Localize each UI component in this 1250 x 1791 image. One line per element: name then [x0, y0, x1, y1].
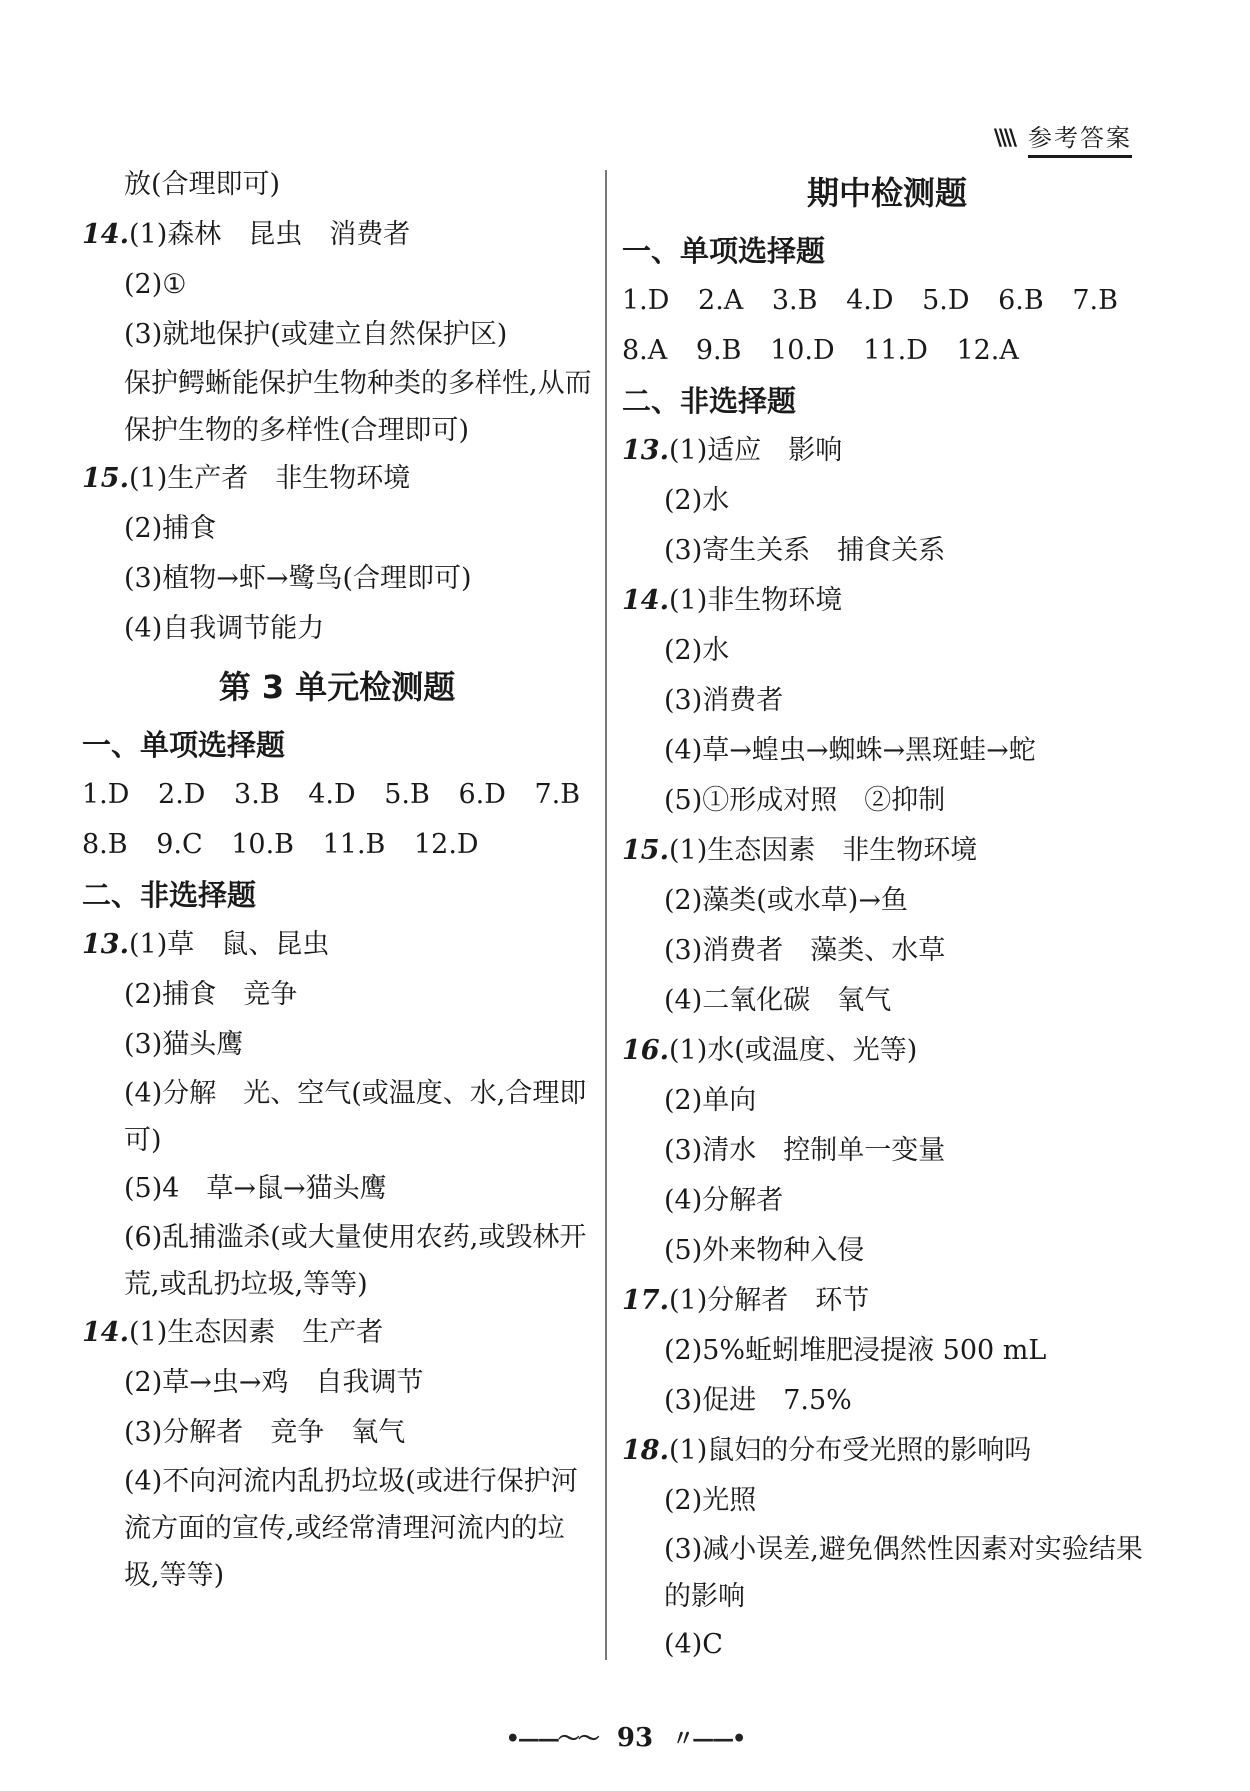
answer-text: (1)草 鼠、昆虫	[128, 929, 330, 960]
answer-line: 保护鳄蜥能保护生物种类的多样性,从而保护生物的多样性(合理即可)	[124, 368, 592, 446]
section-heading: 一、单项选择题	[622, 234, 826, 268]
answer-line: (2)捕食	[124, 513, 217, 544]
mc-answer: 2.D	[158, 779, 206, 810]
answer-line: (4)C	[664, 1629, 723, 1660]
question-number: 14.	[82, 1317, 129, 1348]
mc-answer: 9.B	[695, 335, 742, 366]
mc-answer: 3.B	[771, 285, 818, 316]
answer-text: (1)分解者 环节	[668, 1285, 870, 1316]
mc-answer: 7.B	[534, 779, 581, 810]
unit-3-title: 第 3 单元检测题	[218, 668, 456, 706]
mc-answer: 11.B	[322, 829, 386, 860]
answer-line: (2)5%蚯蚓堆肥浸提液 500 mL	[664, 1335, 1047, 1366]
answer-line: (4)草→蝗虫→蜘蛛→黑斑蛙→蛇	[664, 735, 1036, 766]
mc-answer: 2.A	[698, 285, 744, 316]
answer-line: (5)4 草→鼠→猫头鹰	[124, 1173, 387, 1204]
mc-answer: 10.B	[231, 829, 294, 860]
answer-line: (2)捕食 竞争	[124, 979, 298, 1010]
answer-line: (5)①形成对照 ②抑制	[664, 785, 946, 816]
question-number: 15.	[622, 835, 669, 866]
left-column	[82, 160, 592, 1599]
question-15-answer	[622, 826, 1152, 876]
question-number: 16.	[622, 1035, 669, 1066]
mc-answer: 4.D	[846, 285, 894, 316]
question-14-answer	[82, 1308, 592, 1358]
question-number: 15.	[82, 463, 129, 494]
answer-text: (1)森林 昆虫 消费者	[128, 219, 411, 250]
answer-line: (5)外来物种入侵	[664, 1235, 865, 1266]
question-number: 14.	[622, 585, 669, 616]
mc-answer: 8.A	[622, 335, 668, 366]
mc-answers-row-2	[82, 820, 592, 870]
mc-answer: 10.D	[770, 335, 835, 366]
answer-line: (3)猫头鹰	[124, 1029, 244, 1060]
answer-line: (4)不向河流内乱扔垃圾(或进行保护河流方面的宣传,或经常清理河流内的垃圾,等等)	[124, 1466, 578, 1591]
question-number: 14.	[82, 219, 129, 250]
answer-line: (3)分解者 竞争 氧气	[124, 1417, 406, 1448]
question-18-answer	[622, 1426, 1152, 1476]
answer-line: (2)草→虫→鸡 自我调节	[124, 1367, 424, 1398]
answer-line: (3)促进 7.5%	[664, 1385, 852, 1416]
answer-text: (1)非生物环境	[668, 585, 843, 616]
answer-line: (2)光照	[664, 1485, 757, 1516]
question-number: 13.	[622, 435, 669, 466]
answer-line: (4)二氧化碳 氧气	[664, 985, 892, 1016]
answer-line: (4)分解 光、空气(或温度、水,合理即可)	[124, 1078, 587, 1156]
answer-line: (3)消费者 藻类、水草	[664, 935, 946, 966]
column-divider	[605, 170, 607, 1660]
answer-text: (1)生态因素 生产者	[128, 1317, 384, 1348]
page-number: 93	[616, 1723, 654, 1753]
midterm-title: 期中检测题	[806, 174, 967, 212]
answer-line: 放(合理即可)	[124, 169, 281, 200]
mc-answer: 8.B	[82, 829, 128, 860]
answer-line: (3)就地保护(或建立自然保护区)	[124, 319, 508, 350]
answer-line: (6)乱捕滥杀(或大量使用农药,或毁林开荒,或乱扔垃圾,等等)	[124, 1222, 587, 1300]
answer-text: (1)生态因素 非生物环境	[668, 835, 978, 866]
question-14-answer	[82, 210, 592, 260]
answer-line: (4)自我调节能力	[124, 613, 325, 644]
answer-line: (3)寄生关系 捕食关系	[664, 535, 946, 566]
header-title: 参考答案	[1028, 118, 1132, 158]
mc-answer: 12.A	[956, 335, 1019, 366]
question-13-answer	[622, 426, 1152, 476]
question-16-answer	[622, 1026, 1152, 1076]
question-14-answer	[622, 576, 1152, 626]
question-17-answer	[622, 1276, 1152, 1326]
mc-answer: 6.B	[998, 285, 1044, 316]
mc-answer: 1.D	[622, 285, 670, 316]
answer-line: (3)消费者	[664, 685, 784, 716]
answer-line: (2)水	[664, 635, 730, 666]
answer-text: (1)鼠妇的分布受光照的影响吗	[668, 1435, 1032, 1466]
footer-decoration-left: •——〜〜	[505, 1726, 598, 1752]
answer-line: (2)藻类(或水草)→鱼	[664, 885, 908, 916]
answer-line: (2)①	[124, 269, 187, 300]
answer-line: (2)单向	[664, 1085, 757, 1116]
answer-line: (3)清水 控制单一变量	[664, 1135, 946, 1166]
mc-answers-row-2	[622, 326, 1152, 376]
mc-answer: 1.D	[82, 779, 130, 810]
mc-answer: 5.D	[922, 285, 970, 316]
right-column	[622, 160, 1152, 1670]
mc-answer: 6.D	[458, 779, 506, 810]
mc-answers-row-1	[622, 276, 1152, 326]
answer-line: (3)减小误差,避免偶然性因素对实验结果的影响	[664, 1534, 1143, 1612]
section-heading: 一、单项选择题	[82, 728, 286, 762]
answer-line: (4)分解者	[664, 1185, 784, 1216]
mc-answer: 5.B	[384, 779, 430, 810]
footer-decoration-right: 〃——•	[672, 1726, 745, 1752]
answer-line: (3)植物→虾→鹭鸟(合理即可)	[124, 563, 472, 594]
mc-answer: 12.D	[413, 829, 479, 860]
mc-answer: 7.B	[1072, 285, 1118, 316]
question-number: 17.	[622, 1285, 669, 1316]
question-number: 18.	[622, 1435, 669, 1466]
mc-answer: 11.D	[863, 335, 928, 366]
answer-text: (1)适应 影响	[668, 435, 843, 466]
mc-answer: 4.D	[308, 779, 356, 810]
question-number: 13.	[82, 929, 129, 960]
answer-line: (2)水	[664, 485, 730, 516]
answer-text: (1)水(或温度、光等)	[668, 1035, 918, 1066]
header-decoration: \\\\	[993, 125, 1014, 151]
mc-answer: 9.C	[156, 829, 203, 860]
answer-text: (1)生产者 非生物环境	[128, 463, 411, 494]
section-heading: 二、非选择题	[622, 384, 797, 418]
mc-answers-row-1	[82, 770, 592, 820]
page-footer	[0, 1722, 1250, 1753]
mc-answer: 3.B	[234, 779, 280, 810]
section-heading: 二、非选择题	[82, 878, 257, 912]
question-13-answer	[82, 920, 592, 970]
question-15-answer	[82, 454, 592, 504]
page-header	[994, 118, 1132, 158]
